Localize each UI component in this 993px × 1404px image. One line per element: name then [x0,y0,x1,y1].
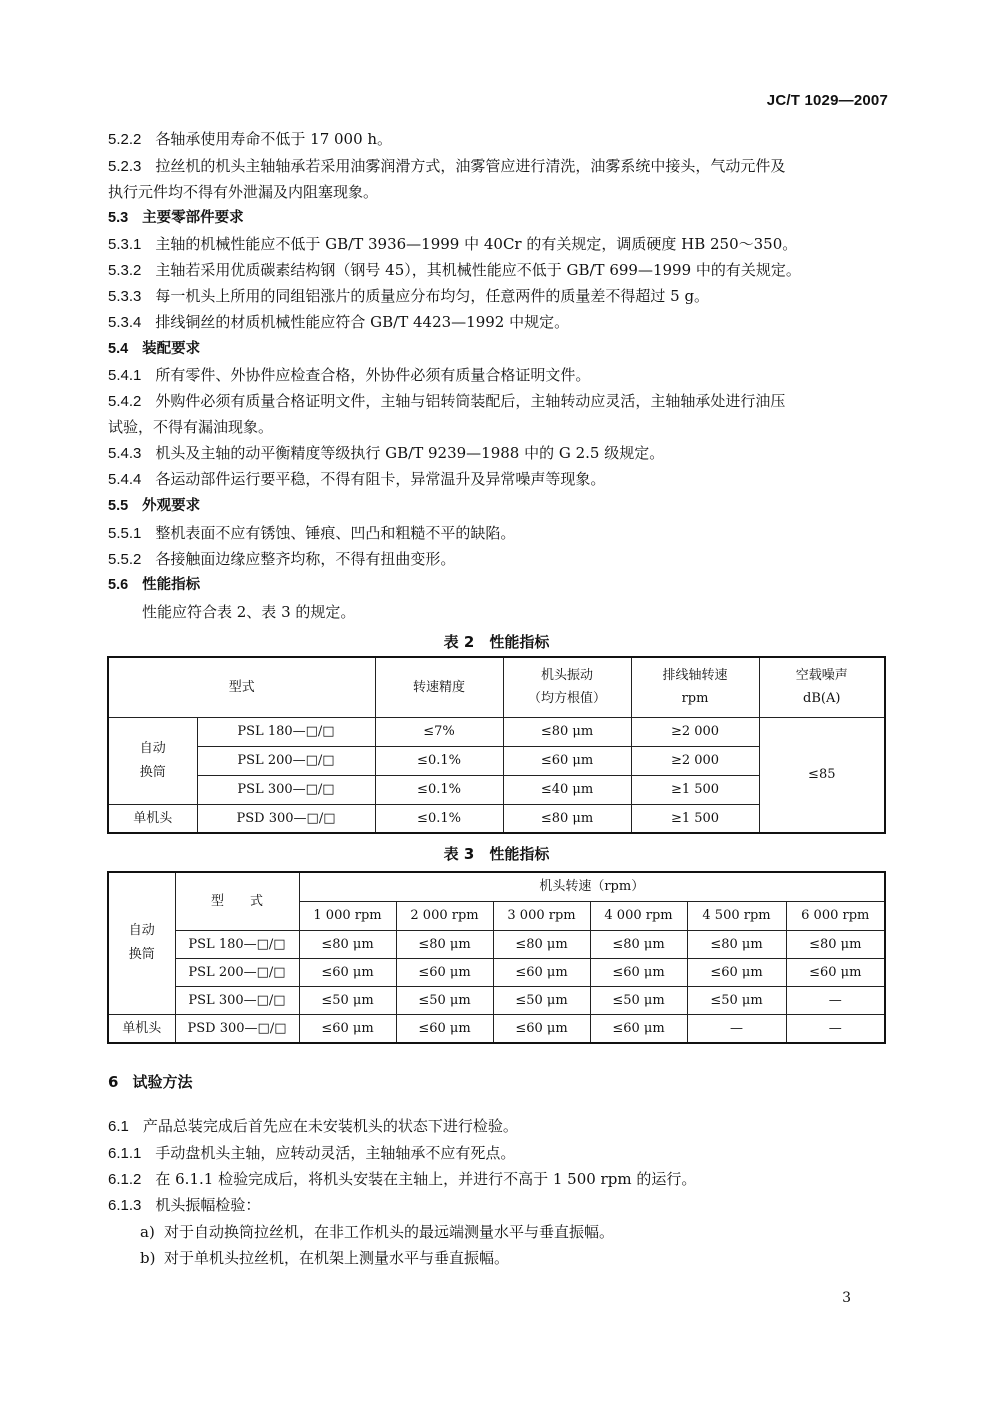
clause-5-2-2 [108,126,889,153]
table-cell: ≤50 μm [590,986,687,1014]
clause-text: 各轴承使用寿命不低于 17 000 h。 [155,130,393,148]
table-cell: ≤40 μm [503,775,631,804]
table-cell: ≤60 μm [396,1014,493,1043]
table-cell: ≥1 500 [631,775,759,804]
section-6-heading [108,1071,192,1092]
section-5-6-heading [108,572,889,598]
clause-number: 5.3.2 [108,262,142,279]
section-title: 试验方法 [132,1073,193,1091]
table-cell: PSD 300—□/□ [197,804,375,833]
clause-text: 主轴的机械性能应不低于 GB/T 3936—1999 中 40Cr 的有关规定，调质硬度 HB 250～350。 [155,235,798,253]
table-cell: ≤60 μm [786,958,885,986]
clause-text: 在 6.1.1 检验完成后，将机头安装在主轴上，并进行不高于 1 500 rpm 的运行。 [155,1170,697,1188]
header-line: dB(A) [803,691,841,707]
table-group-auto: 自动 换筒 [108,872,175,1014]
table-cell: ≤80 μm [299,930,396,958]
clause-text: 拉丝机的机头主轴轴承若采用油雾润滑方式，油雾管应进行清洗，油雾系统中接头，气动元件及 [155,157,786,175]
table-row [108,872,885,901]
clause-5-4-3 [108,440,889,467]
clause-number: 5.2.2 [108,131,142,148]
table-cell: ≤60 μm [590,958,687,986]
clause-6-1-2 [108,1166,889,1193]
header-line: 排线轴转速 [662,668,728,684]
clause-number: 5.5.2 [108,551,142,568]
clause-5-3-1 [108,231,889,258]
table-cell: PSL 200—□/□ [175,958,299,986]
clause-5-3-3 [108,283,889,310]
table-cell: ≤80 μm [687,930,786,958]
table-cell: ≤80 μm [493,930,590,958]
table-header-speed: 机头转速（rpm） [299,872,885,901]
table-cell: PSL 300—□/□ [175,986,299,1014]
clause-number: 6.1.3 [108,1197,142,1214]
clause-5-5-2 [108,546,889,573]
clause-5-2-3-continued: 执行元件均不得有外泄漏及内阻塞现象。 [108,183,379,201]
clause-text: 排线铜丝的材质机械性能应符合 GB/T 4423—1992 中规定。 [155,313,570,331]
table-header-traverse [631,657,759,717]
table-group-single: 单机头 [108,1014,175,1043]
table-cell: ≤50 μm [493,986,590,1014]
table-cell: ≤80 μm [786,930,885,958]
clause-text: 所有零件、外协件应检查合格，外协件必须有质量合格证明文件。 [155,366,591,384]
clause-number: 5.5.1 [108,525,142,542]
clause-6-1-3 [108,1192,889,1219]
table-cell: — [786,986,885,1014]
section-5-5-heading [108,493,889,519]
table-cell: ≤60 μm [687,958,786,986]
clause-number: 5.2.3 [108,158,142,175]
table-3 [107,871,886,1044]
clause-text: 整机表面不应有锈蚀、锤痕、凹凸和粗糙不平的缺陷。 [155,524,516,542]
table-cell: ≤60 μm [503,746,631,775]
table-cell: PSD 300—□/□ [175,1014,299,1043]
table-cell: ≥1 500 [631,804,759,833]
clause-number: 6.1.2 [108,1171,142,1188]
table-cell: ≤60 μm [493,1014,590,1043]
section-title: 主要零部件要求 [142,210,244,226]
section-number: 5.3 [108,210,129,226]
table-2-caption: 表 2 性能指标 [443,633,550,651]
table-cell: ≤50 μm [396,986,493,1014]
table-header-speed-col: 1 000 rpm [299,901,396,930]
table-row [108,930,885,958]
table-row [108,657,885,717]
clause-number: 5.3.3 [108,288,142,305]
clause-text: 手动盘机头主轴，应转动灵活，主轴轴承不应有死点。 [155,1144,516,1162]
clause-5-4-2 [108,388,889,415]
clause-5-4-1 [108,362,889,389]
list-text: 对于自动换筒拉丝机，在非工作机头的最远端测量水平与垂直振幅。 [164,1223,615,1241]
clause-5-3-4 [108,309,889,336]
section-number: 5.6 [108,577,129,593]
clause-text: 每一机头上所用的同组铝涨片的质量应分布均匀，任意两件的质量差不得超过 5 g。 [155,287,710,305]
clause-5-3-2 [108,257,889,284]
clause-text: 外购件必须有质量合格证明文件，主轴与铝转筒装配后，主轴转动应灵活，主轴轴承处进行油压 [155,392,786,410]
clause-text: 机头及主轴的动平衡精度等级执行 GB/T 9239—1988 中的 G 2.5 级规定。 [155,444,665,462]
table-cell: ≤60 μm [493,958,590,986]
table-cell: ≤0.1% [375,746,503,775]
table-cell: ≤60 μm [396,958,493,986]
table-cell: ≤80 μm [590,930,687,958]
list-marker: a) [140,1223,155,1241]
table-cell: ≥2 000 [631,746,759,775]
section-title: 装配要求 [142,341,201,357]
section-5-3-heading [108,205,889,231]
list-marker: b) [140,1249,156,1267]
section-title: 外观要求 [142,498,201,514]
table-row [108,1014,885,1043]
list-text: 对于单机头拉丝机，在机架上测量水平与垂直振幅。 [164,1249,510,1267]
table-cell: — [786,1014,885,1043]
header-line: （均方根值） [528,691,607,707]
table-cell: ≤60 μm [299,958,396,986]
table-row [108,958,885,986]
table-group-auto: 自动 换筒 [108,717,197,804]
clause-5-4-4 [108,466,889,493]
table-row [108,986,885,1014]
table-cell: PSL 200—□/□ [197,746,375,775]
table-cell: ≤7% [375,717,503,746]
table-cell: PSL 300—□/□ [197,775,375,804]
table-cell: PSL 180—□/□ [175,930,299,958]
table-cell: PSL 180—□/□ [197,717,375,746]
clause-number: 5.4.4 [108,471,142,488]
section-title: 性能指标 [142,577,201,593]
clause-text: 各接触面边缘应整齐均称，不得有扭曲变形。 [155,550,456,568]
table-header-noise [759,657,885,717]
clause-number: 6.1.1 [108,1145,142,1162]
clause-5-5-1 [108,520,889,547]
clause-number: 5.4.3 [108,445,142,462]
table-cell: ≤80 μm [503,717,631,746]
clause-number: 5.3.1 [108,236,142,253]
clause-text: 主轴若采用优质碳素结构钢（钢号 45），其机械性能应不低于 GB/T 699—1999 中的有关规定。 [155,261,801,279]
table-header-speed-col: 2 000 rpm [396,901,493,930]
clause-number: 5.4.1 [108,367,142,384]
table-header-model: 型 式 [175,872,299,930]
header-line: 机头振动 [541,668,594,684]
table-cell: ≤0.1% [375,775,503,804]
table-3-caption: 表 3 性能指标 [443,845,550,863]
table-cell: ≤80 μm [396,930,493,958]
table-header-speed-col: 4 000 rpm [590,901,687,930]
clause-text: 机头振幅检验： [155,1196,261,1214]
table-header-model: 型式 [108,657,375,717]
table-cell: ≤60 μm [299,1014,396,1043]
table-cell: ≤80 μm [503,804,631,833]
clause-text: 各运动部件运行要平稳，不得有阻卡，异常温升及异常噪声等现象。 [155,470,606,488]
table-cell: ≤60 μm [590,1014,687,1043]
clause-5-4-2-continued: 试验，不得有漏油现象。 [108,418,274,436]
header-line: 空载噪声 [795,668,848,684]
table-2 [107,656,886,834]
table-header-speed-col: 6 000 rpm [786,901,885,930]
table-cell: ≥2 000 [631,717,759,746]
section-number: 6 [108,1073,119,1091]
clause-6-1 [108,1113,889,1140]
section-5-4-heading [108,336,889,362]
section-number: 5.4 [108,341,129,357]
standard-code: JC/T 1029—2007 [766,92,888,109]
list-item-b [140,1245,509,1271]
clause-number: 5.4.2 [108,393,142,410]
section-number: 5.5 [108,498,129,514]
list-item-a [140,1219,614,1245]
table-cell: ≤0.1% [375,804,503,833]
section-5-6-body: 性能应符合表 2、表 3 的规定。 [142,603,356,621]
table-row [108,717,885,746]
table-noise-value: ≤85 [759,717,885,833]
clause-5-2-3 [108,153,889,180]
table-cell: ≤50 μm [687,986,786,1014]
table-cell: — [687,1014,786,1043]
table-header-vibration [503,657,631,717]
table-header-speed-col: 3 000 rpm [493,901,590,930]
table-header-speed-col: 4 500 rpm [687,901,786,930]
clause-number: 6.1 [108,1118,129,1135]
page-number: 3 [842,1290,851,1306]
table-cell: ≤50 μm [299,986,396,1014]
clause-number: 5.3.4 [108,314,142,331]
table-header-speed-precision: 转速精度 [375,657,503,717]
header-line: rpm [681,691,709,707]
clause-text: 产品总装完成后首先应在未安装机头的状态下进行检验。 [142,1117,518,1135]
table-group-single: 单机头 [108,804,197,833]
clause-6-1-1 [108,1140,889,1167]
